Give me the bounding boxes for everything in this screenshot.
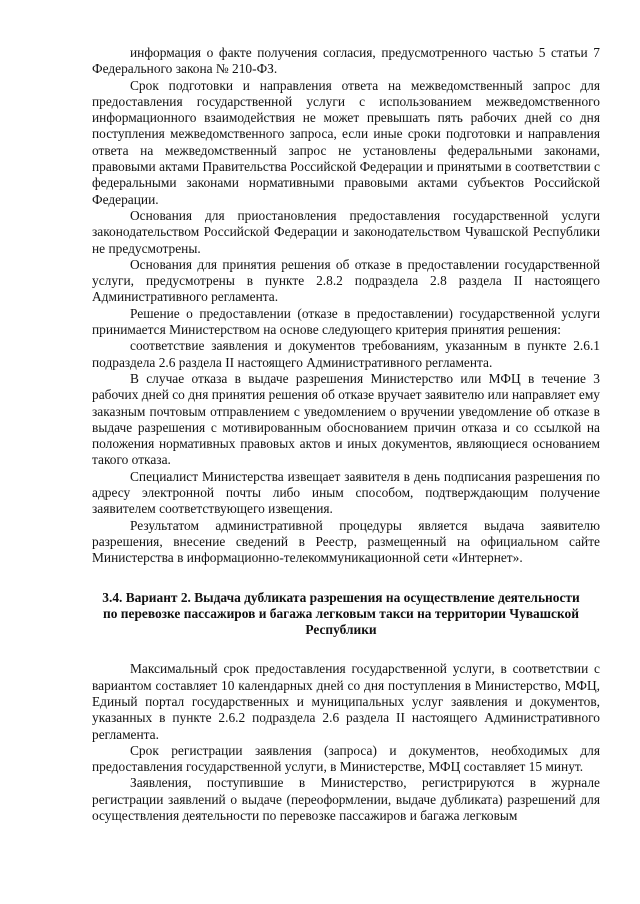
paragraph: Срок подготовки и направления ответа на межведомственный запрос для предоставления государственной услуги с использованием межведомственного информационного взаимодействия не может превышать пять рабочих дней со дня поступления межведомственного запроса, если иные сроки подготовки и направления ответа на межведомственный запрос не установлены федеральными законами, правовыми актами Правительства Российской Федерации и принятыми в соответствии с федеральными законами нормативными правовыми актами субъектов Российской Федерации. <box>92 77 600 207</box>
paragraph: Заявления, поступившие в Министерство, регистрируются в журнале регистрации заявлений о выдаче (переоформлении, выдаче дубликата) разрешений для осуществления деятельности по перевозке пассажиров и багажа легковым <box>92 775 600 824</box>
paragraph: информация о факте получения согласия, предусмотренного частью 5 статьи 7 Федерального закона № 210-ФЗ. <box>92 45 600 77</box>
paragraph: Максимальный срок предоставления государственной услуги, в соответствии с вариантом составляет 10 календарных дней со дня поступления в Министерство, МФЦ, Единый портал государственных и муниципальных услуг заявления и документов, указанных в пункте 2.6.2 подраздела 2.6 раздела II настоящего Административного регламента. <box>92 661 600 742</box>
paragraph: Специалист Министерства извещает заявителя в день подписания разрешения по адресу электронной почты либо иным способом, подтверждающим получение заявителем соответствующего извещения. <box>92 468 600 517</box>
paragraph: соответствие заявления и документов требованиям, указанным в пункте 2.6.1 подраздела 2.6 раздела II настоящего Административного регламента. <box>92 338 600 370</box>
paragraph: В случае отказа в выдаче разрешения Министерство или МФЦ в течение 3 рабочих дней со дня принятия решения об отказе вручает заявителю или направляет ему заказным почтовым отправлением с уведомлением о вручении уведомление об отказе в выдаче разрешения с мотивированным обоснованием причин отказа и со ссылкой на положения нормативных правовых актов и иных документов, являющиеся основанием такого отказа. <box>92 370 600 468</box>
paragraph: Основания для приостановления предоставления государственной услуги законодательством Российской Федерации и законодательством Чувашской Республики не предусмотрены. <box>92 207 600 256</box>
paragraph: Решение о предоставлении (отказе в предоставлении) государственной услуги принимается Министерством на основе следующего критерия принятия решения: <box>92 305 600 338</box>
section-heading: 3.4. Вариант 2. Выдача дубликата разрешения на осуществление деятельности по перевозке пассажиров и багажа легковым такси на территории Чувашской Республики <box>102 589 580 638</box>
paragraph: Результатом административной процедуры является выдача заявителю разрешения, внесение сведений в Реестр, размещенный на официальном сайте Министерства в информационно-телекоммуникационной сети «Интернет». <box>92 517 600 566</box>
paragraph: Основания для принятия решения об отказе в предоставлении государственной услуги, предусмотрены в пункте 2.8.2 подраздела 2.8 раздела II настоящего Административного регламента. <box>92 256 600 305</box>
paragraph: Срок регистрации заявления (запроса) и документов, необходимых для предоставления государственной услуги, в Министерстве, МФЦ составляет 15 минут. <box>92 742 600 775</box>
